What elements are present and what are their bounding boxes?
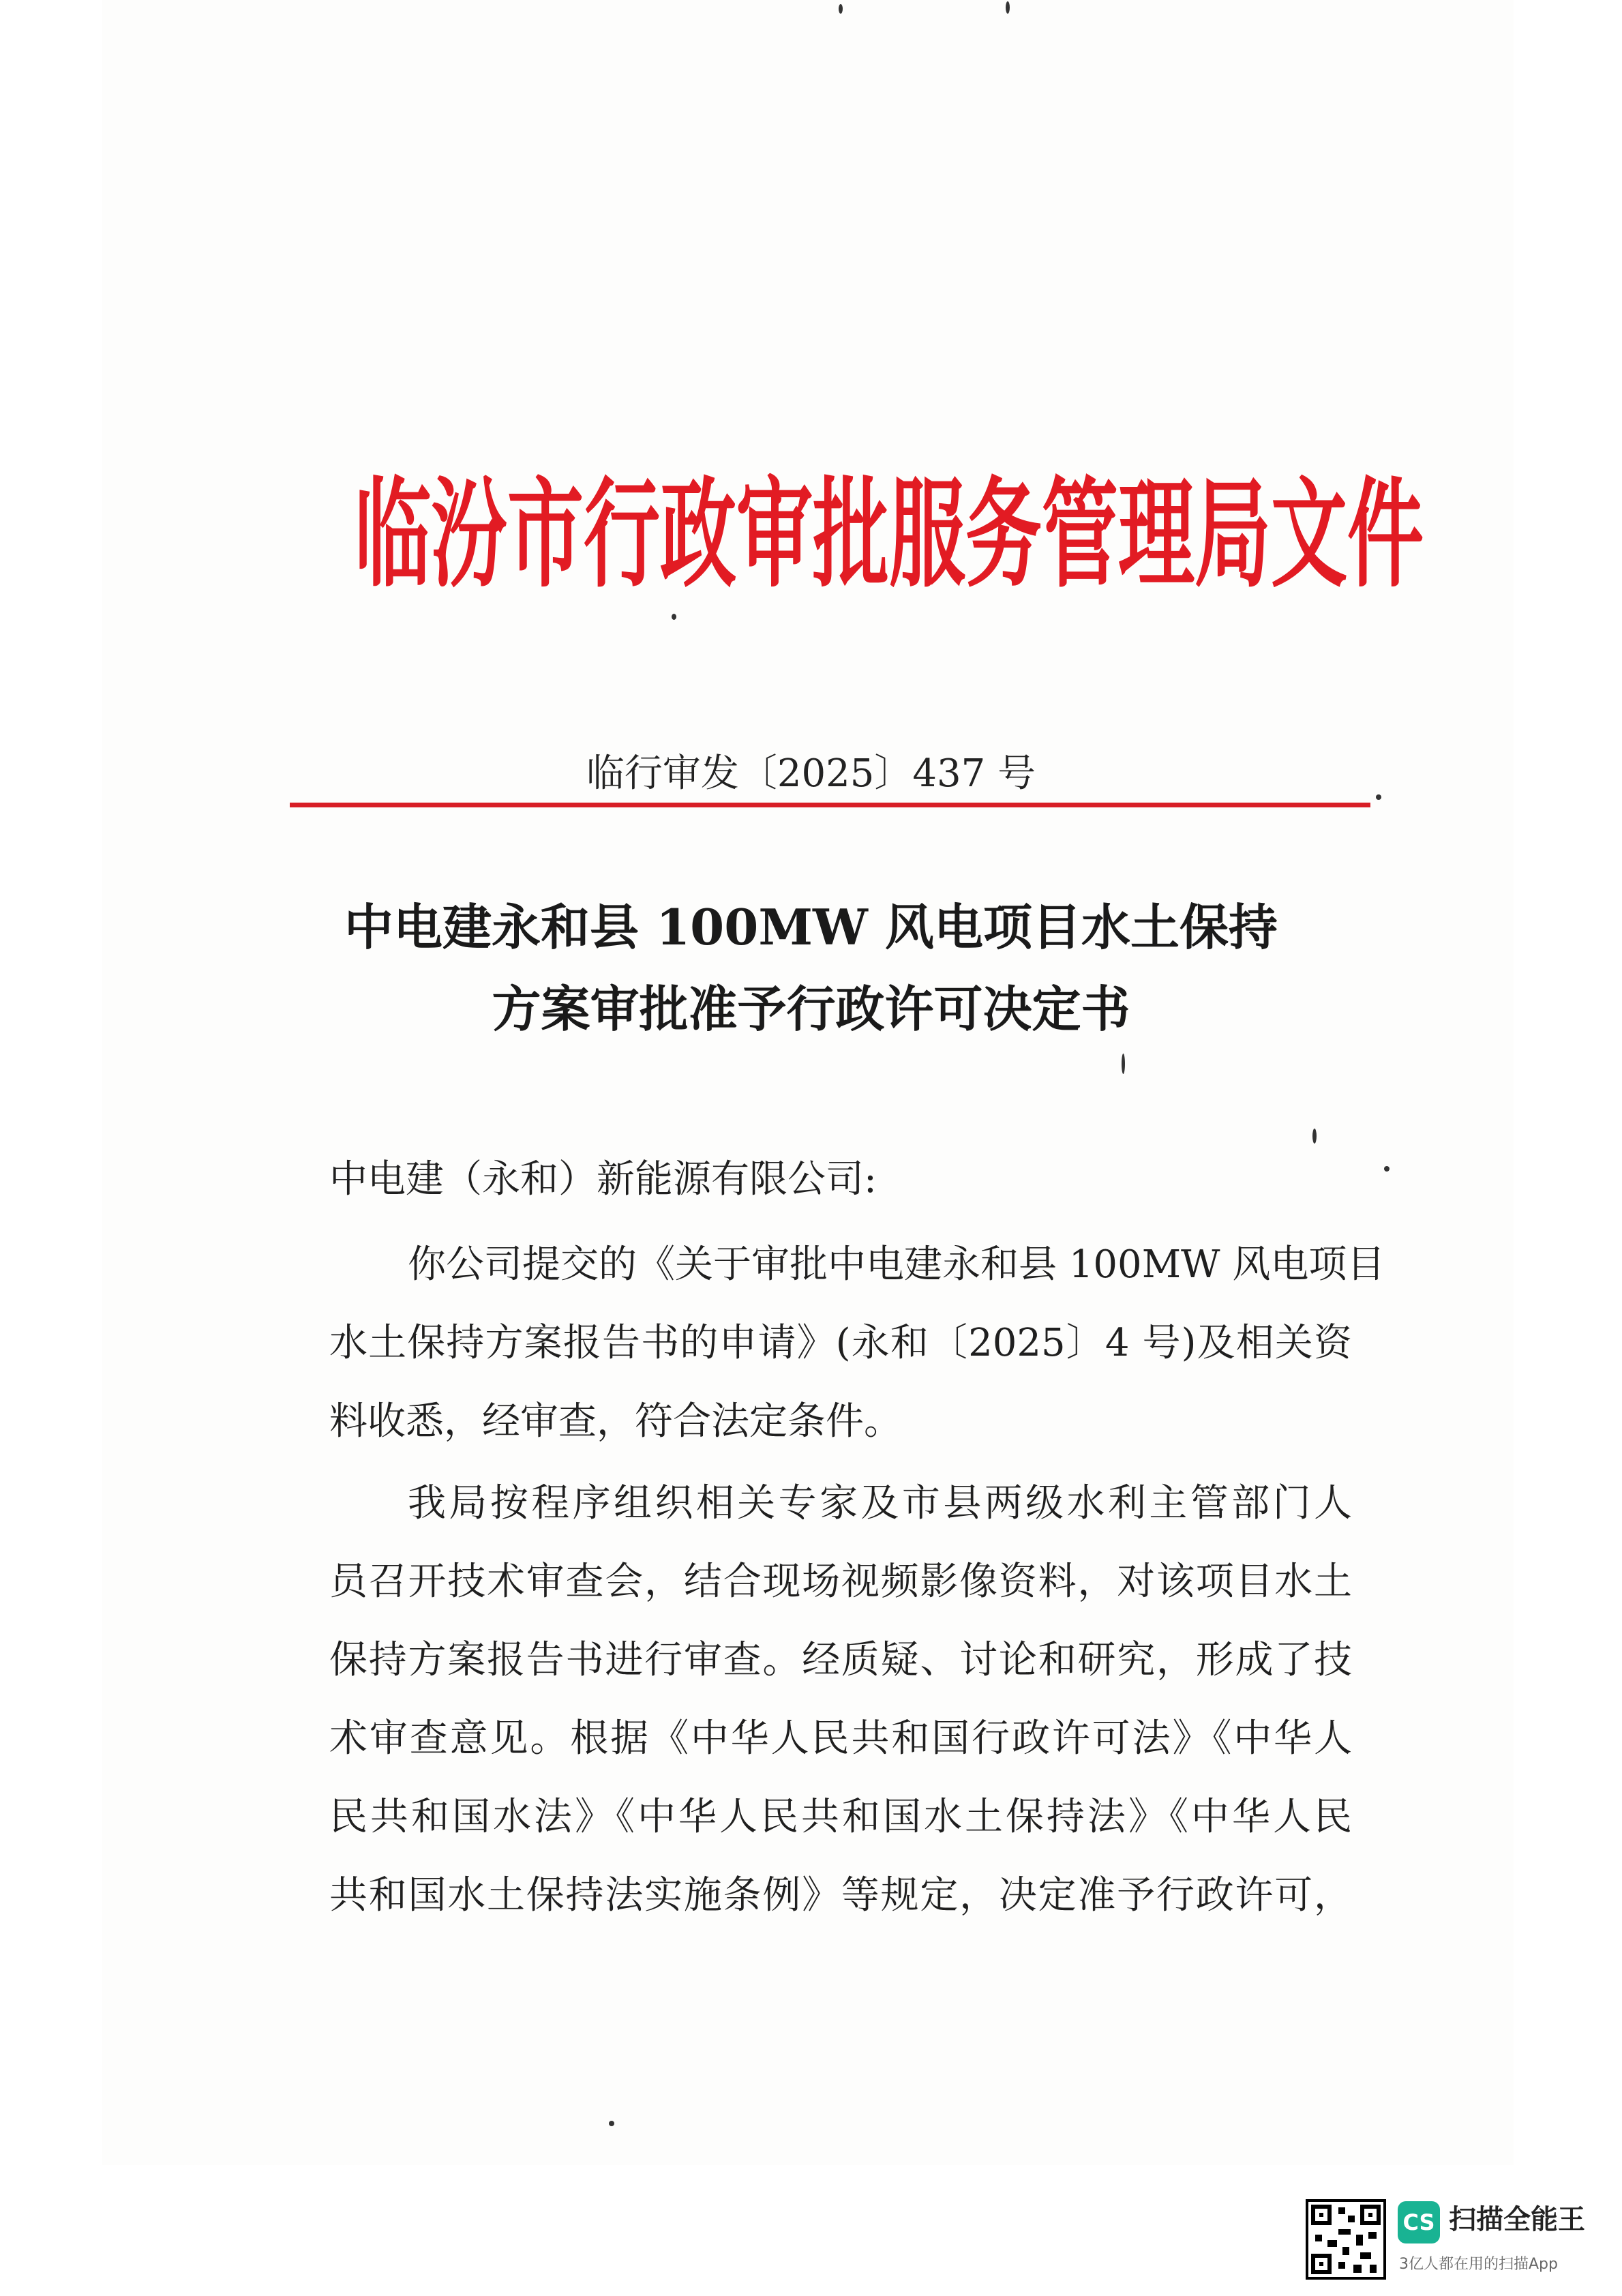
header-divider xyxy=(290,803,1370,807)
paragraph-1-line: 你公司提交的《关于审批中电建永和县 100MW 风电项目 xyxy=(408,1242,1385,1287)
scan-speck xyxy=(609,2121,614,2126)
paragraph-2-line: 保持方案报告书进行审查。经质疑、讨论和研究，形成了技 xyxy=(329,1638,1352,1682)
issuer-heading: 临汾市行政审批服务管理局文件 xyxy=(355,466,1424,604)
paragraph-2-line: 员召开技术审查会，结合现场视频影像资料，对该项目水土 xyxy=(329,1560,1352,1604)
qr-code-icon xyxy=(1306,2199,1386,2280)
paragraph-2-line: 我局按程序组织相关专家及市县两级水利主管部门人 xyxy=(408,1481,1352,1525)
camscanner-logo-icon: CS xyxy=(1398,2201,1440,2243)
scan-speck xyxy=(839,4,843,14)
scan-speck xyxy=(1122,1054,1125,1074)
watermark-brand: 扫描全能王 xyxy=(1449,2204,1585,2235)
paragraph-2-line: 共和国水土保持法实施条例》等规定，决定准予行政许可， xyxy=(329,1873,1352,1918)
watermark-tagline: 3亿人都在用的扫描App xyxy=(1399,2256,1558,2273)
document-title-line-1: 中电建永和县 100MW 风电项目水土保持 xyxy=(344,898,1278,956)
paragraph-2-line: 民共和国水法》《中华人民共和国水土保持法》《中华人民 xyxy=(329,1795,1352,1839)
paragraph-2-line: 术审查意见。根据《中华人民共和国行政许可法》《中华人 xyxy=(329,1716,1352,1761)
paragraph-1-line: 料收悉，经审查，符合法定条件。 xyxy=(329,1399,902,1444)
document-number: 临行审发〔2025〕437 号 xyxy=(586,751,1036,796)
document-title-line-2: 方案审批准予行政许可决定书 xyxy=(492,980,1130,1038)
scan-speck xyxy=(1312,1129,1317,1144)
paragraph-1-line: 水土保持方案报告书的申请》(永和〔2025〕4 号)及相关资 xyxy=(329,1321,1352,1365)
scan-speck xyxy=(1006,1,1010,14)
scan-speck xyxy=(1384,1166,1390,1172)
addressee: 中电建（永和）新能源有限公司: xyxy=(329,1157,877,1202)
